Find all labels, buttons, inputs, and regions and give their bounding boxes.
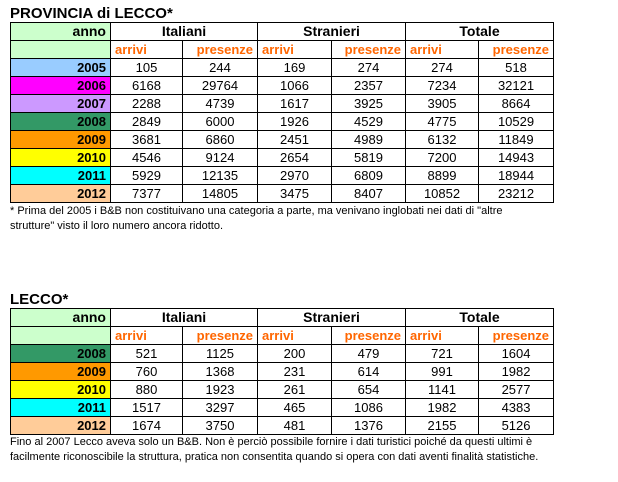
cell-stranieri-presenze: 614 (332, 363, 406, 381)
cell-stranieri-arrivi: 1617 (258, 95, 332, 113)
cell-totale-arrivi: 721 (406, 345, 479, 363)
cell-stranieri-presenze: 4989 (332, 131, 406, 149)
cell-stranieri-presenze: 3925 (332, 95, 406, 113)
cell-totale-presenze: 5126 (479, 417, 554, 435)
table-row (11, 363, 554, 381)
header-row (11, 309, 554, 327)
lecco-footnote-line2: facilmente riconoscibile la struttura, pratica non consentita quando si opera con dati aventi finalità statistiche. (10, 451, 539, 463)
cell-italiani-arrivi: 880 (111, 381, 183, 399)
year-cell: 2008 (11, 345, 111, 363)
cell-stranieri-arrivi: 481 (258, 417, 332, 435)
year-cell: 2010 (11, 149, 111, 167)
header-row (11, 23, 554, 41)
lecco-footnote (10, 435, 610, 465)
cell-totale-presenze: 32121 (479, 77, 554, 95)
header-totale: Totale (406, 23, 554, 41)
sub-stranieri-arrivi: arrivi (258, 41, 332, 59)
header-anno: anno (11, 309, 111, 327)
cell-stranieri-presenze: 654 (332, 381, 406, 399)
cell-italiani-arrivi: 1517 (111, 399, 183, 417)
cell-totale-arrivi: 274 (406, 59, 479, 77)
cell-totale-presenze: 8664 (479, 95, 554, 113)
cell-italiani-arrivi: 105 (111, 59, 183, 77)
cell-stranieri-arrivi: 465 (258, 399, 332, 417)
cell-stranieri-arrivi: 200 (258, 345, 332, 363)
provincia-table (10, 22, 554, 203)
cell-italiani-presenze: 1923 (183, 381, 258, 399)
cell-totale-presenze: 14943 (479, 149, 554, 167)
sub-totale-presenze: presenze (479, 327, 554, 345)
table-row (11, 185, 554, 203)
cell-totale-presenze: 10529 (479, 113, 554, 131)
table-row (11, 77, 554, 95)
cell-totale-presenze: 11849 (479, 131, 554, 149)
year-cell: 2010 (11, 381, 111, 399)
cell-totale-presenze: 1604 (479, 345, 554, 363)
cell-italiani-presenze: 1125 (183, 345, 258, 363)
cell-stranieri-presenze: 6809 (332, 167, 406, 185)
cell-totale-arrivi: 2155 (406, 417, 479, 435)
cell-italiani-presenze: 12135 (183, 167, 258, 185)
provincia-title: PROVINCIA di LECCO* (10, 5, 173, 22)
cell-stranieri-presenze: 1376 (332, 417, 406, 435)
table-row (11, 59, 554, 77)
cell-italiani-arrivi: 1674 (111, 417, 183, 435)
header-stranieri: Stranieri (258, 23, 406, 41)
year-cell: 2009 (11, 363, 111, 381)
subheader-row (11, 327, 554, 345)
header-anno: anno (11, 23, 111, 41)
table-row (11, 113, 554, 131)
year-cell: 2012 (11, 417, 111, 435)
table-row (11, 149, 554, 167)
cell-italiani-arrivi: 7377 (111, 185, 183, 203)
cell-italiani-presenze: 14805 (183, 185, 258, 203)
year-cell: 2005 (11, 59, 111, 77)
year-cell: 2009 (11, 131, 111, 149)
provincia-footnote-line2: strutture" visto il loro numero ancora ridotto. (10, 220, 223, 232)
cell-totale-presenze: 18944 (479, 167, 554, 185)
cell-stranieri-presenze: 1086 (332, 399, 406, 417)
provincia-footnote (10, 204, 610, 234)
cell-stranieri-arrivi: 2654 (258, 149, 332, 167)
year-cell: 2008 (11, 113, 111, 131)
cell-italiani-arrivi: 521 (111, 345, 183, 363)
cell-italiani-presenze: 1368 (183, 363, 258, 381)
table-row (11, 95, 554, 113)
table-row (11, 399, 554, 417)
year-cell: 2012 (11, 185, 111, 203)
year-cell: 2006 (11, 77, 111, 95)
table-row (11, 345, 554, 363)
cell-totale-arrivi: 3905 (406, 95, 479, 113)
sub-totale-arrivi: arrivi (406, 327, 479, 345)
cell-stranieri-arrivi: 2451 (258, 131, 332, 149)
cell-italiani-presenze: 9124 (183, 149, 258, 167)
provincia-footnote-line1: * Prima del 2005 i B&B non costituivano una categoria a parte, ma venivano inglobati nei dati di "altre (10, 205, 503, 217)
sub-stranieri-presenze: presenze (332, 41, 406, 59)
sub-italiani-presenze: presenze (183, 41, 258, 59)
cell-italiani-arrivi: 5929 (111, 167, 183, 185)
cell-stranieri-arrivi: 1066 (258, 77, 332, 95)
lecco-table (10, 308, 554, 435)
cell-totale-arrivi: 10852 (406, 185, 479, 203)
cell-totale-presenze: 2577 (479, 381, 554, 399)
cell-italiani-arrivi: 6168 (111, 77, 183, 95)
header-stranieri: Stranieri (258, 309, 406, 327)
table-row (11, 417, 554, 435)
cell-totale-arrivi: 8899 (406, 167, 479, 185)
cell-stranieri-presenze: 4529 (332, 113, 406, 131)
cell-italiani-presenze: 4739 (183, 95, 258, 113)
cell-totale-presenze: 518 (479, 59, 554, 77)
provincia-table-body (11, 23, 554, 203)
table-row (11, 167, 554, 185)
sub-italiani-presenze: presenze (183, 327, 258, 345)
cell-italiani-presenze: 244 (183, 59, 258, 77)
cell-stranieri-arrivi: 2970 (258, 167, 332, 185)
header-italiani: Italiani (111, 23, 258, 41)
cell-stranieri-arrivi: 3475 (258, 185, 332, 203)
year-cell: 2011 (11, 399, 111, 417)
lecco-table-body (11, 309, 554, 435)
cell-totale-arrivi: 991 (406, 363, 479, 381)
cell-totale-arrivi: 6132 (406, 131, 479, 149)
header-italiani: Italiani (111, 309, 258, 327)
sub-stranieri-presenze: presenze (332, 327, 406, 345)
cell-italiani-arrivi: 2849 (111, 113, 183, 131)
cell-italiani-presenze: 3750 (183, 417, 258, 435)
cell-totale-presenze: 23212 (479, 185, 554, 203)
cell-totale-arrivi: 7234 (406, 77, 479, 95)
cell-italiani-presenze: 3297 (183, 399, 258, 417)
table-row (11, 381, 554, 399)
cell-totale-arrivi: 4775 (406, 113, 479, 131)
cell-stranieri-presenze: 479 (332, 345, 406, 363)
cell-stranieri-presenze: 2357 (332, 77, 406, 95)
cell-totale-presenze: 4383 (479, 399, 554, 417)
cell-stranieri-presenze: 5819 (332, 149, 406, 167)
sub-totale-arrivi: arrivi (406, 41, 479, 59)
year-cell: 2011 (11, 167, 111, 185)
cell-stranieri-arrivi: 261 (258, 381, 332, 399)
lecco-block (10, 292, 610, 465)
cell-italiani-presenze: 29764 (183, 77, 258, 95)
sub-totale-presenze: presenze (479, 41, 554, 59)
subheader-row (11, 41, 554, 59)
cell-italiani-arrivi: 2288 (111, 95, 183, 113)
cell-stranieri-presenze: 274 (332, 59, 406, 77)
subheader-blank (11, 41, 111, 59)
header-totale: Totale (406, 309, 554, 327)
table-row (11, 131, 554, 149)
cell-italiani-presenze: 6860 (183, 131, 258, 149)
cell-stranieri-arrivi: 1926 (258, 113, 332, 131)
provincia-block (10, 6, 610, 234)
sub-italiani-arrivi: arrivi (111, 327, 183, 345)
sub-italiani-arrivi: arrivi (111, 41, 183, 59)
cell-totale-presenze: 1982 (479, 363, 554, 381)
cell-italiani-arrivi: 760 (111, 363, 183, 381)
cell-totale-arrivi: 1141 (406, 381, 479, 399)
lecco-footnote-line1: Fino al 2007 Lecco aveva solo un B&B. Non è perciò possibile fornire i dati turistici poiché da questi ultimi è (10, 436, 533, 448)
subheader-blank (11, 327, 111, 345)
cell-stranieri-arrivi: 231 (258, 363, 332, 381)
lecco-title: LECCO* (10, 291, 69, 308)
cell-totale-arrivi: 1982 (406, 399, 479, 417)
cell-italiani-presenze: 6000 (183, 113, 258, 131)
cell-italiani-arrivi: 3681 (111, 131, 183, 149)
cell-totale-arrivi: 7200 (406, 149, 479, 167)
cell-stranieri-presenze: 8407 (332, 185, 406, 203)
cell-italiani-arrivi: 4546 (111, 149, 183, 167)
year-cell: 2007 (11, 95, 111, 113)
sub-stranieri-arrivi: arrivi (258, 327, 332, 345)
cell-stranieri-arrivi: 169 (258, 59, 332, 77)
